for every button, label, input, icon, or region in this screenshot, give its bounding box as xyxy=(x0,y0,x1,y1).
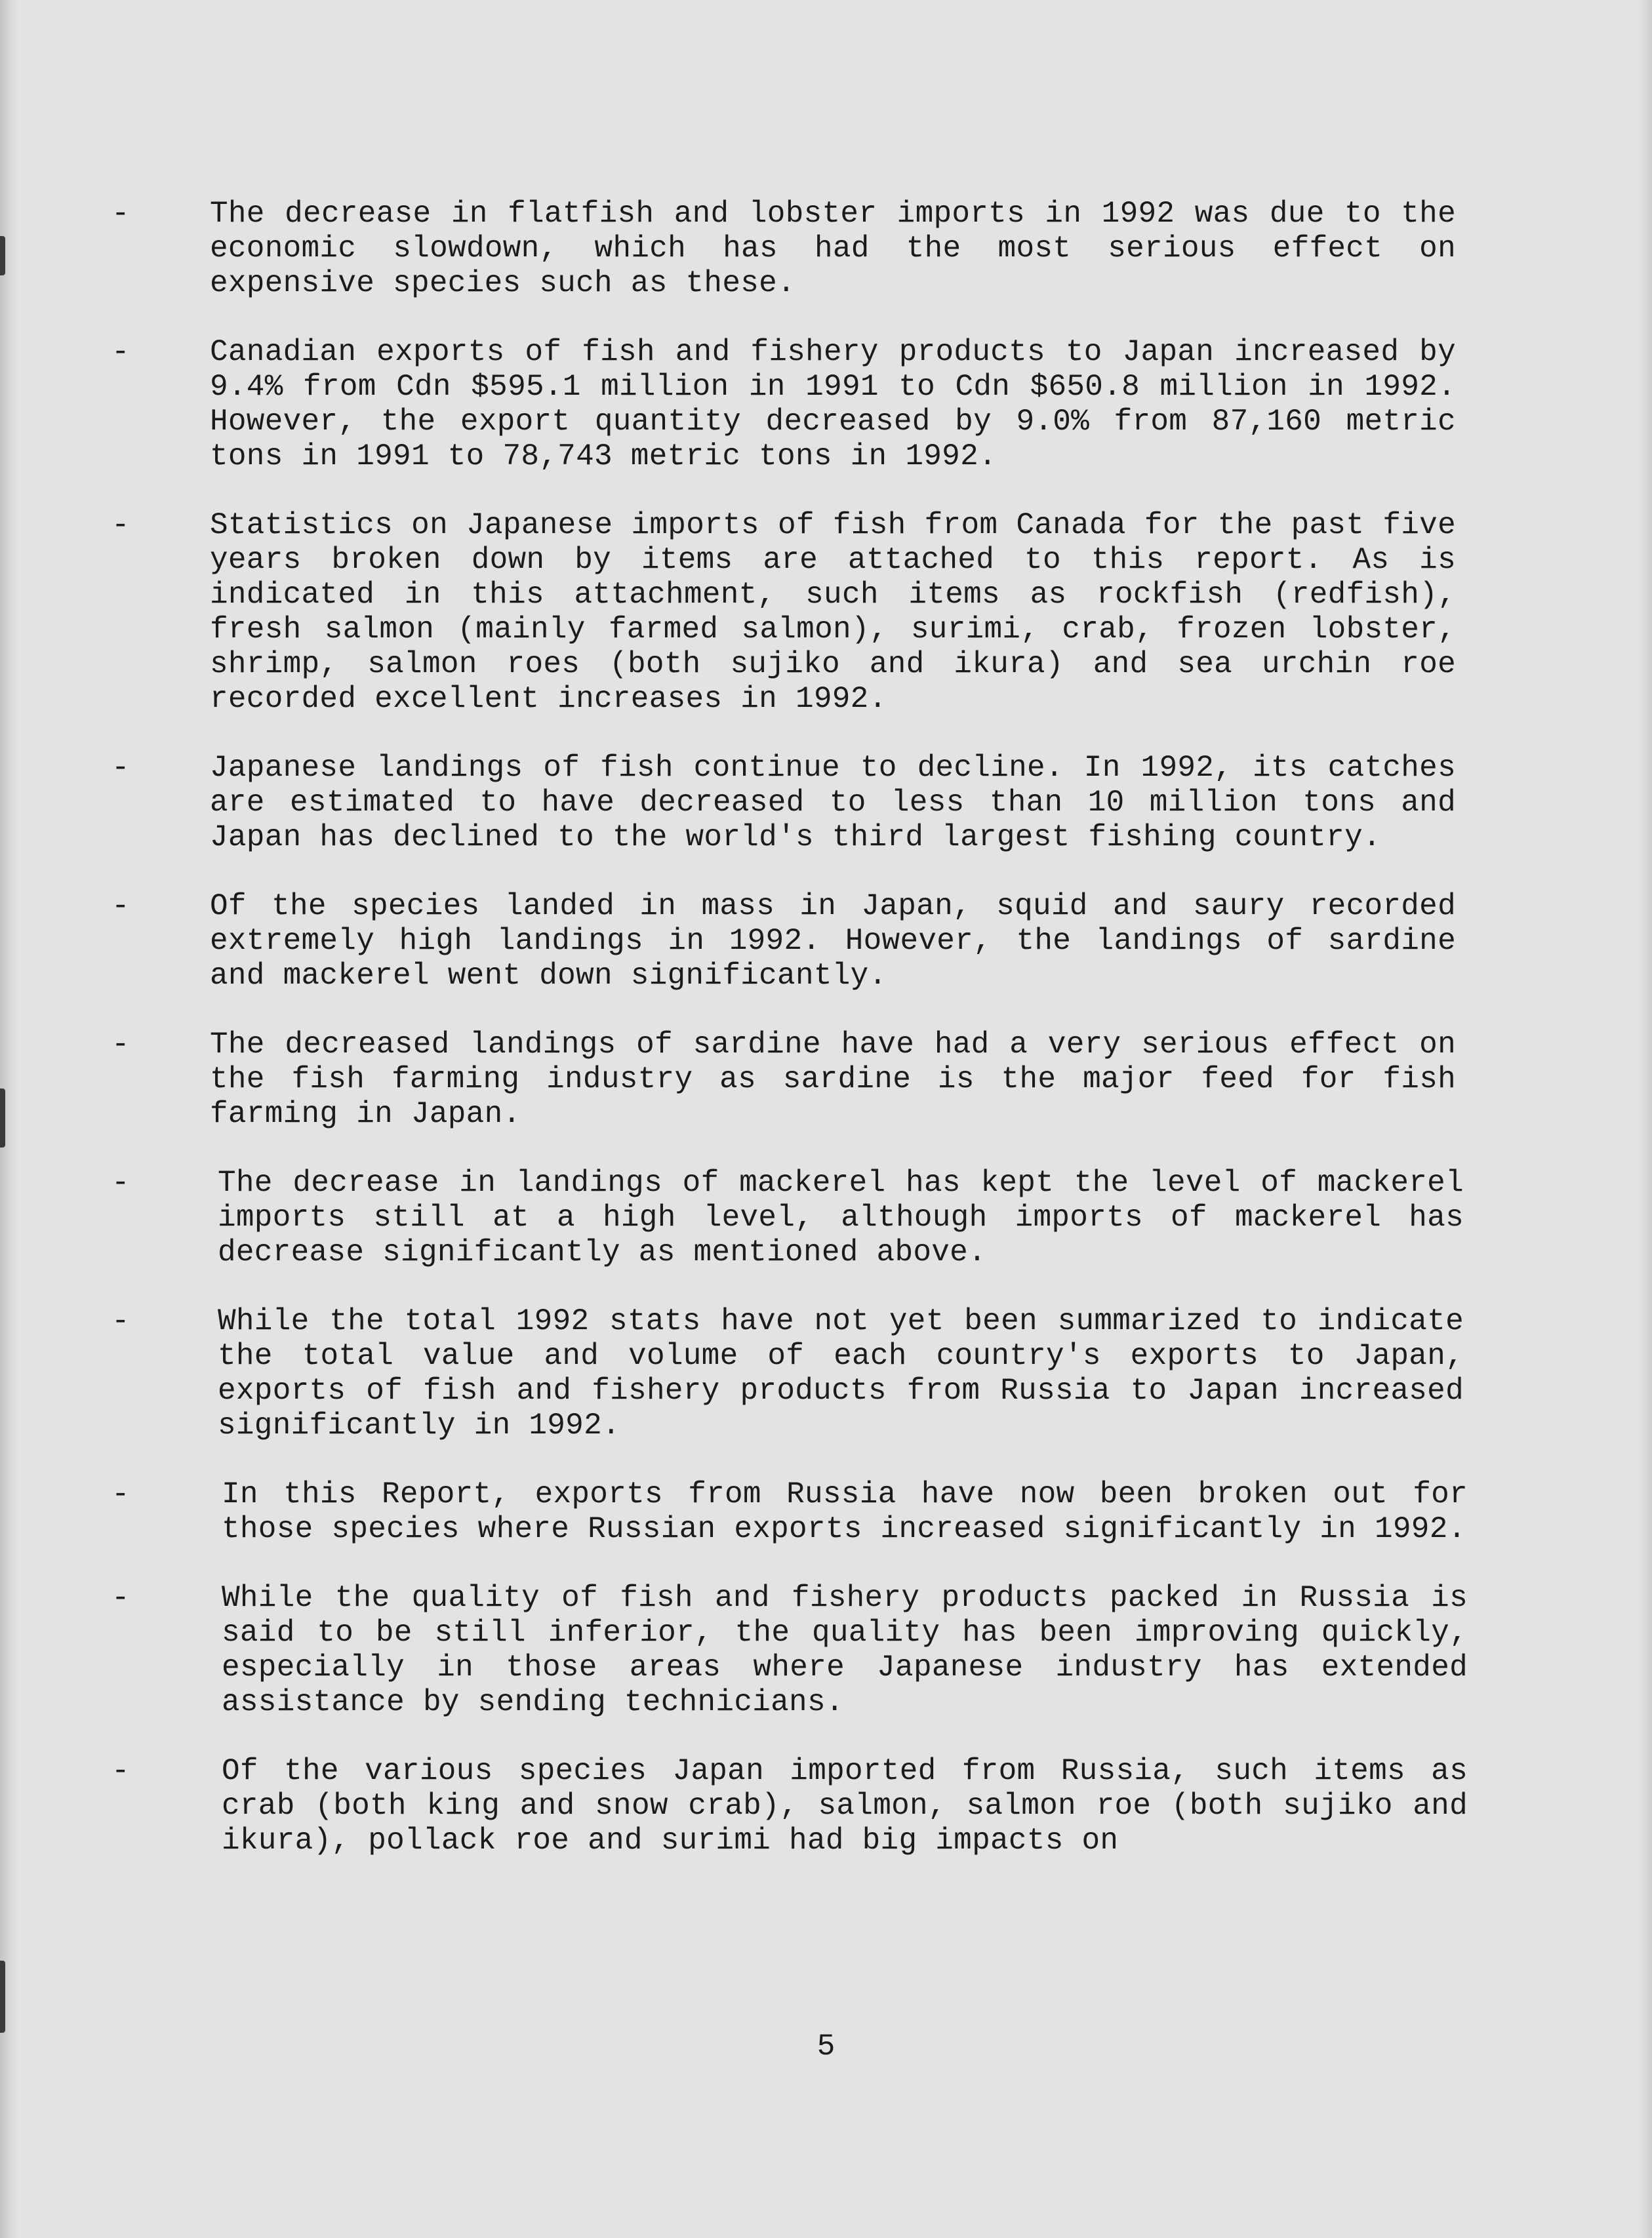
bullet-dash: - xyxy=(111,1754,130,1788)
bullet-dash: - xyxy=(111,889,130,923)
binding-mark xyxy=(0,236,5,275)
bullet-dash: - xyxy=(111,335,130,369)
list-item xyxy=(98,1754,1476,1858)
bullet-dash: - xyxy=(111,1304,130,1338)
bullet-dash: - xyxy=(111,197,130,231)
list-item xyxy=(98,1581,1476,1720)
bullet-dash: - xyxy=(111,1581,130,1615)
list-item xyxy=(98,1028,1476,1132)
bullet-dash: - xyxy=(111,1166,130,1200)
paragraph-text: In this Report, exports from Russia have now been broken out for those species where Russian exports increased significantly in 1992. xyxy=(222,1477,1468,1546)
paragraph-text: Canadian exports of fish and fishery products to Japan increased by 9.4% from Cdn $595.1 million in 1991 to Cdn $650.8 million in 1992. However, the export quantity decreased by 9.0% from 87,160 metric tons in 1991 to 78,743 metric tons in 1992. xyxy=(210,335,1456,473)
list-item xyxy=(98,1304,1476,1443)
binding-mark xyxy=(0,1961,5,2033)
paragraph-text: Of the species landed in mass in Japan, squid and saury recorded extremely high landings in 1992. However, the landings of sardine and mackerel went down significantly. xyxy=(210,889,1456,993)
list-item xyxy=(98,1166,1476,1270)
bullet-dash: - xyxy=(111,1477,130,1511)
paragraph-text: While the total 1992 stats have not yet been summarized to indicate the total value and volume of each country's exports to Japan, exports of fish and fishery products from Russia to Japan increased significantly in 1992. xyxy=(218,1304,1464,1443)
document-body xyxy=(98,197,1476,1892)
bullet-dash: - xyxy=(111,508,130,542)
paragraph-text: While the quality of fish and fishery products packed in Russia is said to be still inferior, the quality has been improving quickly, especially in those areas where Japanese industry has extended assistance by sending technicians. xyxy=(222,1581,1468,1719)
paragraph-text: Of the various species Japan imported from Russia, such items as crab (both king and snow crab), salmon, salmon roe (both sujiko and ikura), pollack roe and surimi had big impacts on xyxy=(222,1754,1468,1858)
page-edge-shadow-right xyxy=(1638,0,1652,2238)
list-item xyxy=(98,508,1476,717)
paragraph-text: Japanese landings of fish continue to decline. In 1992, its catches are estimated to have decreased to less than 10 million tons and Japan has declined to the world's third largest fishing country. xyxy=(210,751,1456,854)
bullet-dash: - xyxy=(111,1028,130,1062)
list-item xyxy=(98,1477,1476,1547)
list-item xyxy=(98,889,1476,993)
paragraph-text: The decreased landings of sardine have had a very serious effect on the fish farming industry as sardine is the major feed for fish farming in Japan. xyxy=(210,1028,1456,1131)
page-number: 5 xyxy=(816,2029,836,2064)
paragraph-text: The decrease in landings of mackerel has kept the level of mackerel imports still at a high level, although imports of mackerel has decrease significantly as mentioned above. xyxy=(218,1166,1464,1269)
paragraph-text: Statistics on Japanese imports of fish from Canada for the past five years broken down by items are attached to this report. As is indicated in this attachment, such items as rockfish (redfish), fresh salmon (mainly farmed salmon), surimi, crab, frozen lobster, shrimp, salmon roes (both sujiko and ikura) and sea urchin roe recorded excellent increases in 1992. xyxy=(210,508,1456,716)
list-item xyxy=(98,335,1476,474)
paragraph-text: The decrease in flatfish and lobster imports in 1992 was due to the economic slowdown, which has had the most serious effect on expensive species such as these. xyxy=(210,197,1456,300)
binding-mark xyxy=(0,1089,5,1148)
list-item xyxy=(98,197,1476,301)
bullet-dash: - xyxy=(111,751,130,785)
list-item xyxy=(98,751,1476,855)
